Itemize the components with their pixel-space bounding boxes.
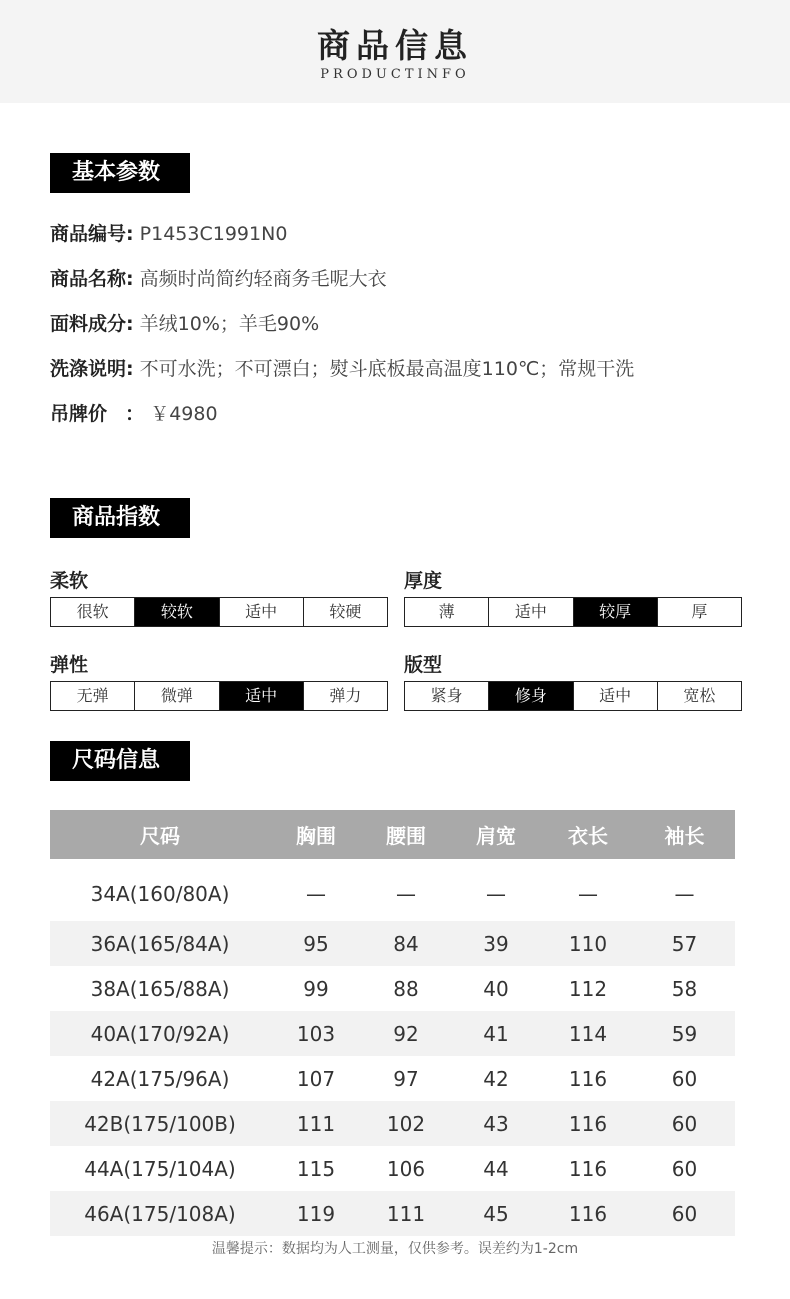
page-subtitle: PRODUCTINFO: [320, 67, 470, 82]
table-cell: —: [578, 882, 598, 906]
table-cell: —: [486, 882, 506, 906]
table-cell: 114: [542, 1011, 634, 1056]
table-cell: 40A(170/92A): [50, 1011, 270, 1056]
param-row-fabric: 面料成分: 羊绒10%；羊毛90%: [50, 313, 320, 335]
scale-option: 无弹: [76, 686, 109, 705]
index-label-softness: 柔软: [50, 570, 89, 592]
scale-option: 厚: [657, 598, 741, 626]
table-cell: 60: [634, 1101, 735, 1146]
table-row: [50, 966, 735, 1011]
param-row-name: 商品名称: 高频时尚简约轻商务毛呢大衣: [50, 268, 387, 290]
table-cell: 115: [296, 1156, 336, 1181]
table-row: [50, 1011, 735, 1056]
table-row: [50, 921, 735, 966]
table-cell: 92: [362, 1011, 450, 1056]
column-header: 尺码: [50, 810, 270, 859]
param-row-code: 商品编号: P1453C1991N0: [50, 223, 288, 245]
table-cell: 42B(175/100B): [50, 1101, 270, 1146]
page-header: [0, 0, 790, 103]
section-tag-basic: 基本参数: [50, 153, 190, 193]
column-header: 衣长: [542, 810, 634, 859]
table-cell: 39: [450, 921, 542, 966]
table-cell: 42A(175/96A): [90, 1066, 230, 1091]
scale-option: 适中: [219, 598, 303, 626]
table-cell: 116: [542, 1191, 634, 1236]
table-cell: 44: [483, 1156, 509, 1181]
param-key: 洗涤说明: [50, 358, 127, 380]
table-cell: 116: [568, 1066, 608, 1091]
table-cell: 99: [303, 976, 329, 1001]
table-cell: 60: [671, 1156, 698, 1181]
table-cell: 116: [568, 1156, 608, 1181]
table-cell: 38A(165/88A): [90, 976, 230, 1001]
scale-option: 弹力: [303, 682, 387, 710]
scale-option: 较厚: [573, 598, 657, 626]
param-value: 羊绒10%；羊毛90%: [139, 313, 320, 335]
index-scale-elasticity: [50, 681, 388, 711]
scale-option: 微弹: [134, 682, 218, 710]
table-cell: 36A(165/84A): [50, 921, 270, 966]
index-scale-softness: [50, 597, 388, 627]
table-cell: 84: [362, 921, 450, 966]
param-value: 不可水洗；不可漂白；熨斗底板最高温度110℃；常规干洗: [139, 358, 635, 380]
table-cell: 60: [671, 1066, 698, 1091]
table-cell: 58: [671, 976, 698, 1001]
table-cell: 102: [362, 1101, 450, 1146]
scale-option: 紧身: [430, 686, 463, 705]
size-note: 温馨提示：数据均为人工测量，仅供参考。误差约为1-2cm: [211, 1241, 579, 1257]
index-label-thickness: 厚度: [404, 570, 443, 592]
column-header: 袖长: [634, 810, 735, 859]
table-cell: —: [396, 882, 416, 906]
table-cell: 111: [362, 1191, 450, 1236]
index-label-elasticity: 弹性: [50, 654, 89, 676]
scale-option: 较软: [134, 598, 218, 626]
table-row: [50, 1056, 735, 1101]
page-title: 商品信息: [317, 26, 473, 65]
table-cell: 110: [542, 921, 634, 966]
table-cell: 46A(175/108A): [50, 1191, 270, 1236]
scale-option: 很软: [76, 602, 109, 621]
scale-option: 薄: [438, 602, 455, 621]
table-row: [50, 859, 735, 921]
table-cell: 95: [270, 921, 362, 966]
table-cell: 43: [450, 1101, 542, 1146]
table-cell: —: [306, 882, 326, 906]
param-key: 商品编号: [50, 223, 127, 245]
table-cell: —: [674, 882, 695, 906]
table-cell: 112: [568, 976, 608, 1001]
table-cell: 57: [634, 921, 735, 966]
table-cell: 42: [483, 1066, 509, 1091]
table-cell: 116: [542, 1101, 634, 1146]
table-cell: 119: [270, 1191, 362, 1236]
scale-option: 适中: [488, 598, 572, 626]
table-cell: 88: [393, 976, 419, 1001]
table-cell: 40: [483, 976, 509, 1001]
table-cell: 59: [634, 1011, 735, 1056]
table-cell: 60: [634, 1191, 735, 1236]
param-row-price: 吊牌价 ： ￥4980: [50, 403, 218, 425]
table-cell: 34A(160/80A): [90, 882, 230, 906]
table-cell: 103: [270, 1011, 362, 1056]
scale-option: 适中: [219, 682, 303, 710]
index-scale-thickness: [404, 597, 742, 627]
index-label-fit: 版型: [404, 654, 443, 676]
param-value: P1453C1991N0: [139, 223, 288, 245]
param-key: 面料成分: [50, 313, 127, 335]
param-key: 吊牌价: [50, 403, 108, 425]
param-key: 商品名称: [50, 268, 127, 290]
param-value: 高频时尚简约轻商务毛呢大衣: [139, 268, 387, 290]
table-cell: 41: [450, 1011, 542, 1056]
table-row: [50, 1146, 735, 1191]
column-header: 肩宽: [450, 810, 542, 859]
table-cell: 111: [270, 1101, 362, 1146]
table-row: [50, 1101, 735, 1146]
table-header-row: [50, 810, 735, 859]
param-row-washing: 洗涤说明: 不可水洗；不可漂白；熨斗底板最高温度110℃；常规干洗: [50, 358, 635, 380]
table-cell: 106: [386, 1156, 426, 1181]
scale-option: 宽松: [657, 682, 741, 710]
index-scale-fit: [404, 681, 742, 711]
scale-option: 修身: [488, 682, 572, 710]
section-tag-index: 商品指数: [50, 498, 190, 538]
table-cell: 97: [393, 1066, 419, 1091]
section-tag-size: 尺码信息: [50, 741, 190, 781]
column-header: 腰围: [362, 810, 450, 859]
param-value: ￥4980: [150, 403, 218, 425]
size-table: [50, 810, 735, 1236]
table-cell: 45: [450, 1191, 542, 1236]
scale-option: 较硬: [303, 598, 387, 626]
table-cell: 107: [296, 1066, 336, 1091]
column-header: 胸围: [270, 810, 362, 859]
table-row: [50, 1191, 735, 1236]
scale-option: 适中: [573, 682, 657, 710]
table-cell: 44A(175/104A): [84, 1156, 236, 1181]
